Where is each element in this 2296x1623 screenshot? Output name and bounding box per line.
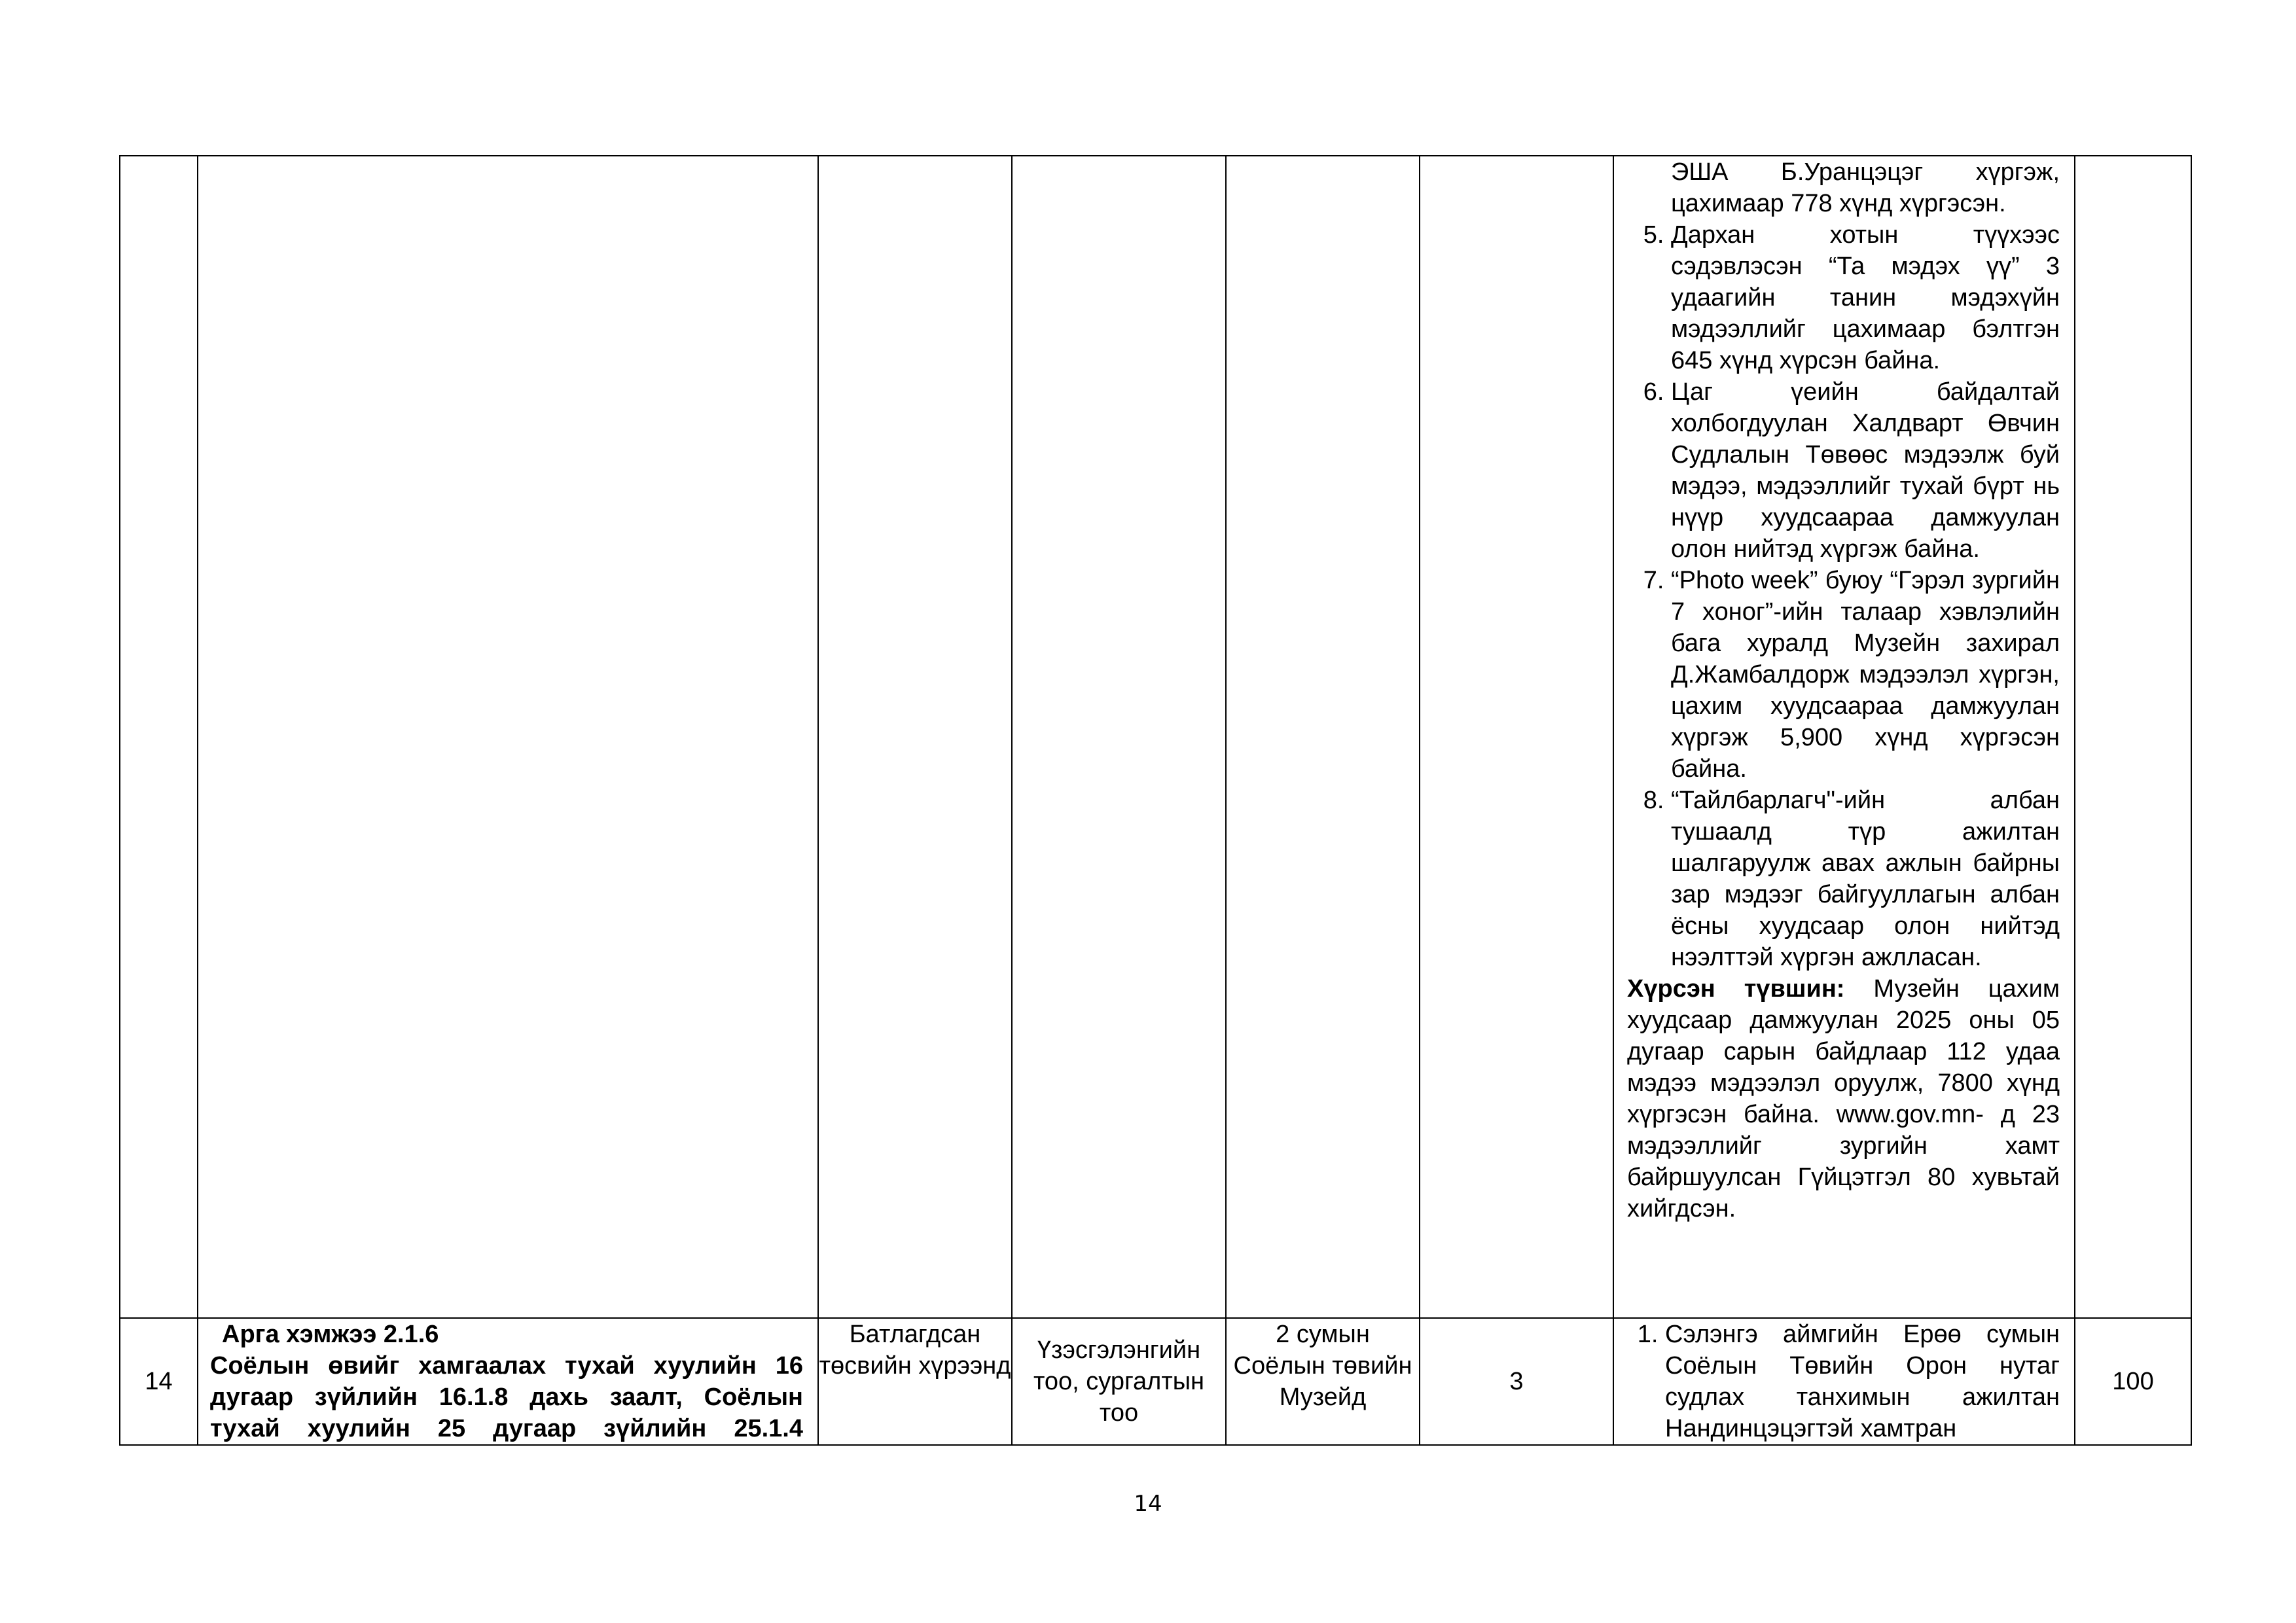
progress-item: 8. “Тайлбарлагч"-ийн албан тушаалд түр ажилтан шалгаруулж авах ажлын байрны зар мэдээг байгууллагын албан ёсны хуудсаар олон нийтэд нээлттэй хүргэн ажлласан. <box>1671 785 2060 973</box>
achieved-level <box>1627 973 2060 1224</box>
achieved-level-label: Хүрсэн түвшин: <box>1627 975 1845 1003</box>
indicator-cell: Үзэсгэлэнгийн тоо, сургалтын тоо <box>1012 1318 1226 1445</box>
budget-cell <box>818 156 1012 1318</box>
target-cell: 2 сумын Соёлын төвийн Музейд <box>1226 1318 1420 1445</box>
progress-list <box>1627 219 2060 973</box>
progress-item: 7. “Photo week” буюу “Гэрэл зургийн 7 хоног”-ийн талаар хэвлэлийн бага хуралд Музейн захирал Д.Жамбалдорж мэдээлэл хүргэн, цахим хуудсаараа дамжуулан хүргэж 5,900 хүнд хүргэсэн байна. <box>1671 565 2060 785</box>
row-number: 14 <box>120 1318 198 1445</box>
progress-cell <box>1613 156 2075 1318</box>
measure-body: Соёлын өвийг хамгаалах тухай хуулийн 16 дугаар зүйлийн 16.1.8 дахь заалт, Соёлын тухай хуулийн 25 дугаар зүйлийн 25.1.4 <box>210 1352 803 1442</box>
progress-item: 1. Сэлэнгэ аймгийн Ерөө сумын Соёлын Төвийн Орон нутаг судлах танхимын ажилтан Нандинцэцэгтэй хамтран <box>1665 1319 2060 1444</box>
table-row-continued <box>120 156 2191 1318</box>
table-row-14 <box>120 1318 2191 1445</box>
measure-cell <box>198 1318 818 1445</box>
progress-cell <box>1613 1318 2075 1445</box>
page-number: 14 <box>1134 1491 1162 1517</box>
score-cell: 100 <box>2075 1318 2191 1445</box>
baseline-cell: 3 <box>1420 1318 1613 1445</box>
baseline-cell <box>1420 156 1613 1318</box>
progress-item: 5. Дархан хотын түүхээс сэдэвлэсэн “Та мэдэх үү” 3 удаагийн танин мэдэхүйн мэдээллийг цахимаар бэлтгэн 645 хүнд хүрсэн байна. <box>1671 219 2060 376</box>
number-cell <box>120 156 198 1318</box>
progress-list <box>1627 1319 2060 1444</box>
indicator-cell <box>1012 156 1226 1318</box>
target-cell <box>1226 156 1420 1318</box>
budget-cell: Батлагдсан төсвийн хүрээнд <box>818 1318 1012 1445</box>
achieved-level-text: Музейн цахим хуудсаар дамжуулан 2025 оны 05 дугаар сарын байдлаар 112 удаа мэдээ мэдээлэл оруулж, 7800 хүнд хүргэсэн байна. www.gov.mn- д 23 мэдээллийг зургийн хамт байршуулсан Гүйцэтгэл 80 хувьтай хийгдсэн. <box>1627 975 2060 1222</box>
report-table <box>119 155 2192 1446</box>
progress-item: 6. Цаг үеийн байдалтай холбогдуулан Халдварт Өвчин Судлалын Төвөөс мэдээлж буй мэдээ, мэдээллийг тухай бүрт нь нүүр хуудсаараа дамжуулан олон нийтэд хүргэж байна. <box>1671 376 2060 565</box>
score-cell <box>2075 156 2191 1318</box>
progress-continuation: ЭША Б.Уранцэцэг хүргэж, цахимаар 778 хүнд хүргэсэн. <box>1671 158 2060 217</box>
measure-cell <box>198 156 818 1318</box>
measure-title: Арга хэмжээ 2.1.6 <box>222 1321 439 1348</box>
